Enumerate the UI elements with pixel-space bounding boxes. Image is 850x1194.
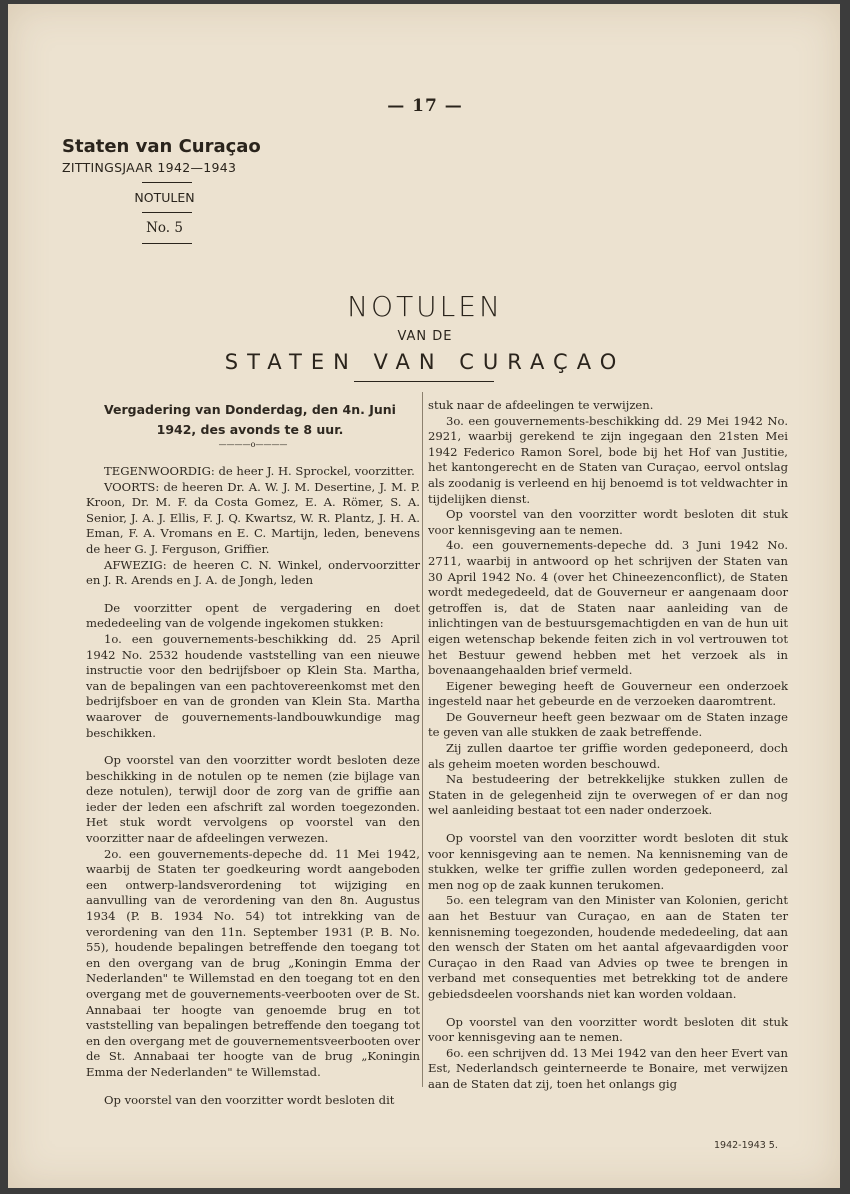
paragraph: Op voorstel van den voorzitter wordt besloten dit stuk voor kennisgeving aan te nemen.	[428, 1014, 788, 1045]
paragraph: Op voorstel van den voorzitter wordt besloten dit stuk voor kennisgeving aan te nemen. Na kennisneming van de stukken, welke ter griffie zullen worden gedeponeerd, zal men nog op de zaak kunnen terukomen.	[428, 831, 788, 892]
document-institution: STATEN VAN CURAÇAO	[224, 350, 626, 374]
paragraph: 1o. een gouvernements-beschikking dd. 25 April 1942 No. 2532 houdende vaststelling van een nieuwe instructie voor den bedrijfsboer op Klein Sta. Martha, van de bepalingen van een pachtovereenkomst met den bedrijfsboer en van de gronden van Klein Sta. Martha waarover de gouvernements-landbouwkundige mag beschikken.	[86, 631, 420, 740]
footer-code: 1942-1943 5.	[714, 1140, 778, 1151]
paragraph: VOORTS: de heeren Dr. A. W. J. M. Desertine, J. M. P. Kroon, Dr. M. F. da Costa Gomez, E. A. Römer, S. A. Senior, J. A. J. Ellis, F. J. Q. Kwartsz, W. R. Plantz, J. H. A. Eman, F. A. Vromans en E. C. Martijn, leden, benevens de heer G. J. Ferguson, Griffier.	[86, 479, 420, 556]
column-divider	[422, 392, 423, 1087]
masthead-title: Staten van Curaçao	[62, 136, 261, 157]
meeting-title: Vergadering van Donderdag, den 4n. Juni 1942, des avonds te 8 uur.	[104, 402, 396, 437]
paragraph: De voorzitter opent de vergadering en doet mededeeling van de volgende ingekomen stukken:	[86, 600, 420, 631]
paragraph: 4o. een gouvernements-depeche dd. 3 Juni 1942 No. 2711, waarbij in antwoord op het schrijven der Staten van 30 April 1942 No. 4 (over het Chineezenconflict), de Staten wordt medegedeeld, dat de Gouverneur er aangenaam door getroffen is, dat de Staten naar aanleiding van de inlichtingen van de bestuursgemachtigden en van de hun uit eigen wetenschap bekende feiten zich in vol vertrouwen tot het Bestuur gewend hebben met het verzoek als in bovenaangehaalden brief vermeld.	[428, 538, 788, 678]
paragraph: Na bestudeering der betrekkelijke stukken zullen de Staten in de gelegenheid zijn te overwegen of er dan nog wel aanleiding bestaat tot een nader onderzoek.	[428, 772, 788, 818]
masthead-session: ZITTINGSJAAR 1942—1943	[62, 160, 237, 175]
meeting-rule: ————o————	[218, 440, 288, 449]
paragraph: stuk naar de afdeelingen te verwijzen.	[428, 398, 654, 412]
paragraph: 3o. een gouvernements-beschikking dd. 29 Mei 1942 No. 2921, waarbij gerekend te zijn ingegaan den 21sten Mei 1942 Federico Ramon Sorel, bode bij het Hof van Justitie, het kantongerecht en de Staten van Curaçao, eervol ontslag als zoodanig is verleend en hij benoemd is tot veldwachter in tijdelijken dienst.	[428, 413, 788, 506]
title-rule	[354, 381, 494, 382]
masthead-notulen: NOTULEN	[134, 190, 195, 205]
left-column	[86, 398, 420, 1108]
paragraph: TEGENWOORDIG: de heer J. H. Sprockel, voorzitter.	[104, 464, 415, 478]
paragraph: Op voorstel van den voorzitter wordt besloten dit	[104, 1092, 395, 1107]
paragraph: 6o. een schrijven dd. 13 Mei 1942 van den heer Evert van Est, Nederlandsch geinterneerde te Bonaire, met verwijzen aan de Staten dat zij, toen het onlangs gig	[428, 1045, 788, 1091]
paragraph: Op voorstel van den voorzitter wordt besloten deze beschikking in de notulen op te nemen (zie bijlage van deze notulen), terwijl door de zorg van de griffie aan ieder der leden een afschrift zal worden toegezonden. Het stuk wordt vervolgens op voorstel van den voorzitter naar de afdeelingen verwezen.	[86, 753, 420, 846]
paragraph: Op voorstel van den voorzitter wordt besloten dit stuk voor kennisgeving aan te nemen.	[428, 507, 788, 537]
masthead	[62, 136, 312, 251]
masthead-rule	[142, 212, 192, 213]
document-title: NOTULEN	[347, 290, 503, 323]
paragraph: De Gouverneur heeft geen bezwaar om de Staten inzage te geven van alle stukken de zaak betreffende.	[428, 709, 788, 740]
masthead-number: No. 5	[146, 220, 183, 236]
masthead-rule	[142, 182, 192, 183]
paragraph: AFWEZIG: de heeren C. N. Winkel, ondervoorzitter en J. R. Arends en J. A. de Jongh, leden	[86, 557, 420, 588]
page-number: — 17 —	[387, 96, 463, 116]
right-column	[428, 398, 788, 1093]
paragraph: 2o. een gouvernements-depeche dd. 11 Mei 1942, waarbij de Staten ter goedkeuring wordt aangeboden een ontwerp-landsverordening tot wijziging en aanvulling van de verordening van den 8n. Augustus 1934 (P. B. 1934 No. 54) tot intrekking van de verordening van den 11n. September 1931 (P. B. No. 55), houdende bepalingen betreffende den toegang tot en den overgang van de brug „Koningin Emma der Nederlanden" te Willemstad en den toegang tot en den overgang met de gouvernements-veerbooten over de St. Annabaai ter hoogte van genoemde brug en tot vaststelling van bepalingen betreffende den toegang tot en den overgang met de gouvernementsveerbooten over de St. Annabaai ter hoogte van de brug „Koningin Emma der Nederlanden" te Willemstad.	[86, 846, 420, 1079]
masthead-rule	[142, 243, 192, 244]
paragraph: Zij zullen daartoe ter griffie worden gedeponeerd, doch als geheim moeten worden beschouwd.	[428, 741, 788, 771]
document-subtitle: VAN DE	[397, 329, 453, 344]
paragraph: 5o. een telegram van den Minister van Kolonien, gericht aan het Bestuur van Curaçao, en aan de Staten ter kennisneming toegezonden, houdende mededeeling, dat aan den wensch der Staten om het aantal afgevaardigden voor Curaçao in den Raad van Advies op twee te brengen in verband met consequenties met betrekking tot de andere gebiedsdeelen voorshands niet kan worden voldaan.	[428, 893, 788, 1001]
paragraph: Eigener beweging heeft de Gouverneur een onderzoek ingesteld naar het gebeurde en de verzoeken daaromtrent.	[428, 678, 788, 709]
